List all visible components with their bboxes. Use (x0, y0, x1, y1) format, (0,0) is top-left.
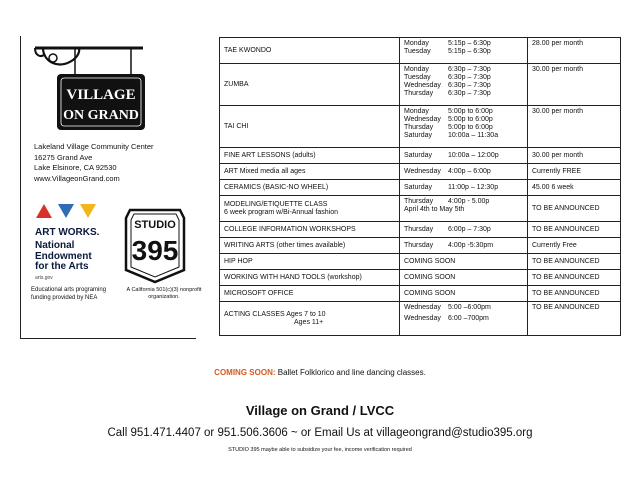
day: Wednesday (404, 168, 441, 175)
class-days-cell (400, 302, 528, 336)
website-link[interactable]: www.VillageonGrand.com (34, 173, 120, 183)
day-time-line (404, 48, 523, 56)
day-time-line (404, 82, 523, 90)
class-schedule-table (219, 37, 621, 336)
class-days-cell (400, 254, 528, 270)
day-time-line (404, 304, 523, 312)
class-price: 28.00 per month (528, 38, 621, 64)
class-name-cell (220, 238, 400, 254)
day: Wednesday (404, 304, 441, 311)
class-price: TO BE ANNOUNCED (528, 302, 621, 336)
class-days-cell (400, 238, 528, 254)
class-name: FINE ART LESSONS (adults) (224, 151, 316, 159)
time: 10:00a – 12:00p (448, 152, 499, 159)
time: 5:00 –6:00pm (448, 304, 491, 311)
class-name-cell (220, 164, 400, 180)
address-line: 16275 Grand Ave (34, 152, 93, 162)
art-works-logo-text: ART WORKS. (35, 227, 100, 238)
schedule-row (220, 302, 621, 336)
class-name: ZUMBA (224, 80, 249, 88)
class-price: 30.00 per month (528, 64, 621, 106)
day-time-line (404, 226, 523, 234)
day-time-line (404, 198, 523, 206)
coming-soon-note (0, 368, 640, 377)
schedule-row (220, 238, 621, 254)
class-price: TO BE ANNOUNCED (528, 254, 621, 270)
day-time-line (404, 258, 523, 266)
time: 5:15p – 6:30p (448, 40, 491, 47)
day: Saturday (404, 152, 433, 159)
class-name: MICROSOFT OFFICE (224, 289, 294, 297)
day-time-line (404, 74, 523, 82)
address-line: Lakeland Village Community Center (34, 142, 154, 151)
class-name-cell (220, 38, 400, 64)
contact-line: Call 951.471.4407 or 951.506.3606 ~ or Email Us at villageongrand@studio395.org (107, 427, 533, 439)
time: 5:00p to 6:00p (448, 108, 493, 115)
day-time-line (404, 66, 523, 74)
sign-line2: ON GRAND (63, 108, 139, 123)
day-time-line (404, 168, 523, 176)
day-time-line (404, 40, 523, 48)
day-time-line (404, 290, 523, 298)
class-days-cell (400, 180, 528, 196)
day: Tuesday (404, 74, 431, 81)
day-time-line (404, 184, 523, 192)
center-address (34, 142, 154, 184)
time: 11:00p – 12:30p (448, 184, 499, 191)
time: 6:30p – 7:30p (448, 82, 491, 89)
time: 4:00p – 6:00p (448, 168, 491, 175)
class-name: ACTING CLASSES Ages 7 to 10 (224, 310, 326, 318)
class-days-cell (400, 64, 528, 106)
day-time-line (404, 132, 523, 140)
class-price: 30.00 per month (528, 106, 621, 148)
time: 10:00a – 11:30a (448, 132, 499, 139)
day: Thursday (404, 90, 434, 97)
time: 5:00p to 6:00p (448, 124, 493, 131)
class-days-cell (400, 286, 528, 302)
day-time-line (404, 152, 523, 160)
schedule-row (220, 164, 621, 180)
day: Thursday (404, 242, 434, 249)
time: 6:00 –700pm (448, 315, 489, 322)
class-name-cell (220, 180, 400, 196)
studio-395-logo (122, 204, 188, 284)
day: Monday (404, 66, 429, 73)
day: Wednesday (404, 315, 441, 322)
studio-number: 395 (131, 235, 179, 266)
day-time-line (404, 315, 523, 323)
day-time-line (404, 90, 523, 98)
class-days-cell (400, 38, 528, 64)
time: 4:00p -5:30pm (448, 242, 494, 249)
day: Monday (404, 40, 429, 47)
day: Saturday (404, 132, 433, 139)
class-name: CERAMICS (BASIC-NO WHEEL) (224, 183, 329, 191)
class-name: MODELING/ETIQUETTE CLASS (224, 200, 328, 208)
nea-site: arts.gov (35, 275, 53, 281)
class-name: ART Mixed media all ages (224, 167, 306, 175)
schedule-row (220, 222, 621, 238)
class-price: TO BE ANNOUNCED (528, 196, 621, 222)
day: Thursday (404, 124, 434, 131)
day: COMING SOON (404, 274, 456, 281)
class-name-cell (220, 106, 400, 148)
class-name: TAI CHI (224, 122, 249, 130)
date-range: April 4th to May 5th (404, 206, 465, 213)
class-subtitle: Ages 11+ (294, 318, 324, 326)
class-name-cell (220, 196, 400, 222)
class-days-cell (400, 222, 528, 238)
schedule-row (220, 180, 621, 196)
schedule-row (220, 254, 621, 270)
day: Saturday (404, 184, 433, 191)
time: 4:00p - 5.00p (448, 198, 490, 205)
schedule-row (220, 148, 621, 164)
day-time-line (404, 108, 523, 116)
schedule-row (220, 64, 621, 106)
day-time-line (404, 242, 523, 250)
time: 6:30p – 7:30p (448, 74, 491, 81)
day: Thursday (404, 198, 434, 205)
day: Monday (404, 108, 429, 115)
class-days-cell (400, 270, 528, 286)
nea-funding-note: Educational arts programing funding provided by NEA (31, 287, 107, 301)
class-price: TO BE ANNOUNCED (528, 222, 621, 238)
nonprofit-note: A California 501(c)(3) nonprofit organization. (126, 287, 202, 300)
coming-soon-text: Ballet Folklorico and line dancing classes. (275, 368, 426, 377)
class-price: 45.00 6 week (528, 180, 621, 196)
day-time-line (404, 274, 523, 282)
day: Tuesday (404, 48, 431, 55)
class-name: WRITING ARTS (other times available) (224, 241, 346, 249)
class-subtitle: 6 week program w/Bi-Annual fashion (224, 208, 339, 216)
class-days-cell (400, 148, 528, 164)
day: Thursday (404, 226, 434, 233)
village-on-grand-sign (31, 44, 149, 141)
footer-title: Village on Grand / LVCC (245, 403, 395, 418)
class-name-cell (220, 302, 400, 336)
class-name-cell (220, 222, 400, 238)
day: Wednesday (404, 82, 441, 89)
class-days-cell (400, 164, 528, 180)
class-price: Currently Free (528, 238, 621, 254)
class-days-cell (400, 106, 528, 148)
address-line: Lake Elsinore, CA 92530 (34, 163, 117, 172)
day: Wednesday (404, 116, 441, 123)
time: 6:00p – 7:30p (448, 226, 491, 233)
class-price: TO BE ANNOUNCED (528, 270, 621, 286)
nea-triangles-icon (36, 203, 106, 219)
day-time-line (404, 116, 523, 124)
class-name-cell (220, 148, 400, 164)
coming-soon-label: COMING SOON: (214, 368, 276, 377)
sign-line1: VILLAGE (66, 87, 136, 103)
class-name: TAE KWONDO (224, 46, 272, 54)
hanging-sign-graphic (31, 44, 149, 136)
schedule-row (220, 196, 621, 222)
schedule-row (220, 38, 621, 64)
class-name: HIP HOP (224, 257, 253, 265)
class-price: 30.00 per month (528, 148, 621, 164)
time: 6:30p – 7:30p (448, 66, 491, 73)
class-days-cell (400, 196, 528, 222)
class-name-cell (220, 286, 400, 302)
subsidy-note: STUDIO 395 maybe able to subsidize your fee, income verification required (228, 447, 412, 453)
studio-text: STUDIO (134, 219, 176, 231)
class-name: WORKING WITH HAND TOOLS (workshop) (224, 273, 362, 281)
day-time-line (404, 124, 523, 132)
time: 5:15p – 6:30p (448, 48, 491, 55)
time: 6:30p – 7:30p (448, 90, 491, 97)
class-name: COLLEGE INFORMATION WORKSHOPS (224, 225, 356, 233)
class-name-cell (220, 270, 400, 286)
sidebar-panel (20, 36, 202, 339)
schedule-row (220, 286, 621, 302)
day: COMING SOON (404, 258, 456, 265)
class-name-cell (220, 254, 400, 270)
schedule-row (220, 106, 621, 148)
class-price: Currently FREE (528, 164, 621, 180)
class-name-cell (220, 64, 400, 106)
nea-name: National Endowment for the Arts (35, 240, 92, 272)
time: 5:00p to 6:00p (448, 116, 493, 123)
class-price: TO BE ANNOUNCED (528, 286, 621, 302)
day: COMING SOON (404, 290, 456, 297)
schedule-row (220, 270, 621, 286)
